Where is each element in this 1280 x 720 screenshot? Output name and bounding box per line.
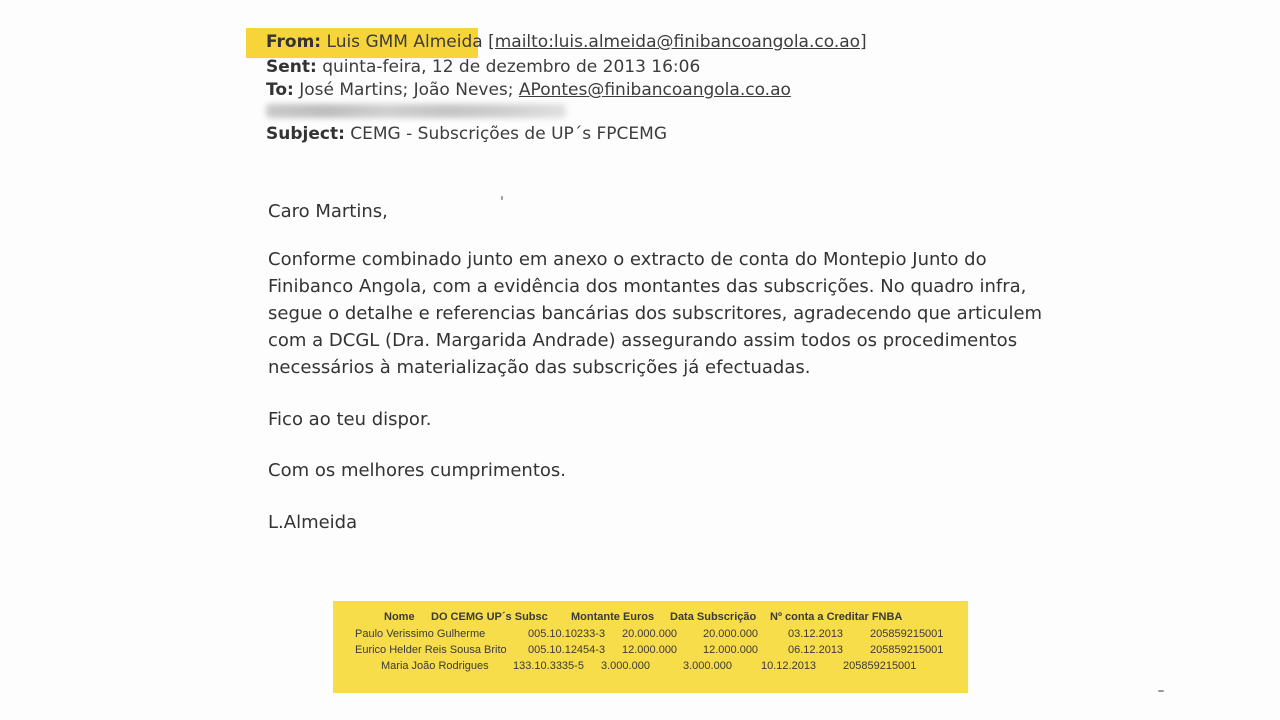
paragraph-line: Finibanco Angola, com a evidência dos montantes das subscrições. No quadro infra, [268,276,1027,297]
table-header-up-subsc: DO CEMG UP´s Subsc [431,611,548,623]
from-label: From: [266,32,322,52]
closing-line-1: Fico ao teu dispor. [268,409,432,430]
to-line [266,80,791,100]
table-cell-montante: 20.000.000 [622,628,678,640]
to-label: To: [266,80,294,100]
redacted-cc-line [266,104,566,118]
signature: L.Almeida [268,512,358,533]
from-line [266,32,867,52]
paragraph-line: necessários à materialização das subscrições já efectuadas. [268,357,811,378]
paragraph-line: com a DCGL (Dra. Margarida Andrade) assegurando assim todos os procedimentos [268,330,1018,351]
table-header-montante: Montante Euros [571,611,655,623]
subject-line [266,124,667,144]
table-cell-montante-2: 3.000.000 [683,660,732,672]
table-cell-date: 06.12.2013 [788,644,844,656]
paragraph-line: segue o detalhe e referencias bancárias dos subscritores, agradecendo que articulem [268,303,1043,324]
greeting: Caro Martins, [268,201,388,222]
subject-label: Subject: [266,124,345,144]
table-cell-date: 03.12.2013 [788,628,844,640]
table-header-data: Data Subscrição [670,611,757,623]
to-email-link[interactable]: APontes@finibancoangola.co.ao [518,80,791,100]
table-cell-up: 005.10.10233-3 [528,628,606,640]
table-header-nome: Nome [384,611,415,623]
table-cell-account: 205859215001 [843,660,917,672]
subject-value: CEMG - Subscrições de UP´s FPCEMG [350,124,668,144]
scan-speck [501,196,503,200]
table-cell-name: Eurico Helder Reis Sousa Brito [355,644,507,656]
table-cell-montante: 3.000.000 [601,660,650,672]
body-paragraph [268,246,1048,381]
to-value: José Martins; João Neves; [299,80,514,100]
table-cell-montante-2: 20.000.000 [703,628,759,640]
table-cell-date: 10.12.2013 [761,660,817,672]
paragraph-line: Conforme combinado junto em anexo o extracto de conta do Montepio Junto do [268,249,987,270]
table-cell-up: 133.10.3335-5 [513,660,584,672]
sent-line [266,57,700,77]
table-cell-name: Maria João Rodrigues [381,660,489,672]
scan-speck [1158,690,1164,692]
sent-value: quinta-feira, 12 de dezembro de 2013 16:06 [322,57,701,77]
sent-label: Sent: [266,57,317,77]
from-name: Luis GMM Almeida [326,32,483,52]
table-cell-up: 005.10.12454-3 [528,644,606,656]
closing-line-2: Com os melhores cumprimentos. [268,460,567,481]
table-cell-name: Paulo Verissimo Gulherme [355,628,486,640]
table-header-conta: Nº conta a Creditar FNBA [770,611,903,623]
table-cell-account: 205859215001 [870,644,944,656]
table-cell-montante: 12.000.000 [622,644,678,656]
table-cell-account: 205859215001 [870,628,944,640]
subscriptions-table [333,601,968,693]
table-cell-montante-2: 12.000.000 [703,644,759,656]
from-mailto-link[interactable]: [mailto:luis.almeida@finibancoangola.co.ao] [488,32,867,52]
